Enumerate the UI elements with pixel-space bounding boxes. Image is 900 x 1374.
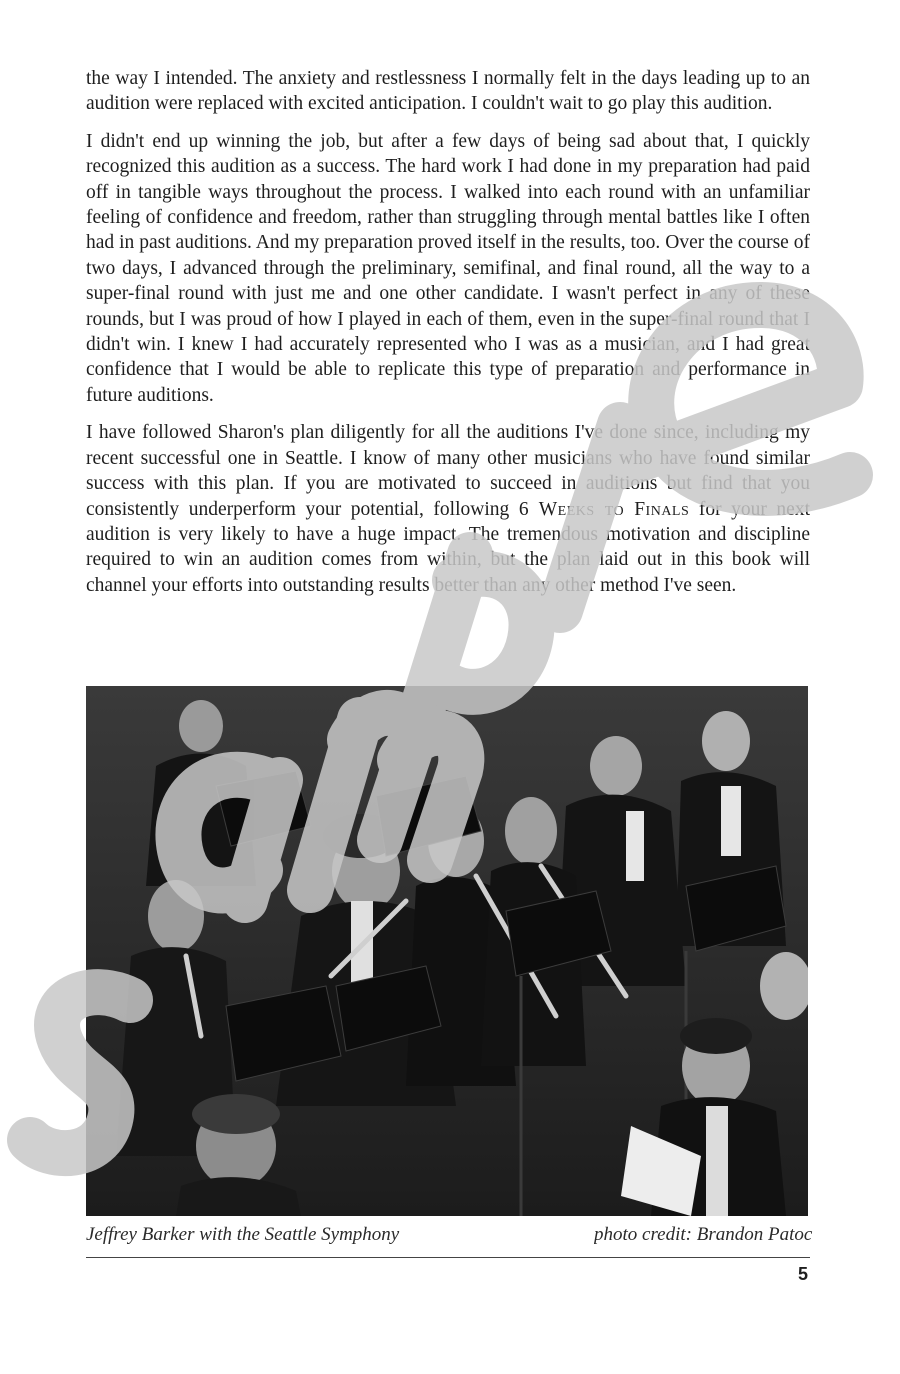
footer-rule <box>86 1257 810 1258</box>
paragraph-1: the way I intended. The anxiety and restlessness I normally felt in the days leading up to an audition were replaced with excited anticipation. I couldn't wait to go play this audition. <box>86 68 810 115</box>
book-title: 6 Weeks to Finals <box>518 498 690 520</box>
paragraph-3 <box>86 420 810 598</box>
paragraph-3-part-1: I have followed Sharon's plan diligently for all the auditions I've done since, including my recent successful one in Seattle. I know of many other musicians who have found similar success with this plan. If you are motivated to succeed in auditions but find that you consistently underperform your potential, following <box>86 422 810 520</box>
page-number: 5 <box>797 1264 808 1284</box>
paragraph-3-part-2: for your next audition is very likely to have a huge impact. The tremendous motivation and discipline required to win an audition comes from within, but the plan laid out in this book will channel your efforts into outstanding results better than any other method I've seen. <box>86 498 811 596</box>
body-text <box>86 66 810 610</box>
paragraph-2: I didn't end up winning the job, but after a few days of being sad about that, I quickly recognized this audition as a success. The hard work I had done in my preparation had paid off in tangible ways throughout the process. I walked into each round with an unfamiliar feeling of confidence and freedom, rather than struggling through mental battles like I often had in past auditions. And my preparation proved itself in the results, too. Over the course of two days, I advanced through the preliminary, semifinal, and final round, all the way to a super-final round with just me and one other candidate. I wasn't perfect in any of these rounds, but I was proud of how I played in each of them, even in the super-final round that I didn't win. I knew I had accurately represented who I was as a musician, and I had great confidence that I would be able to replicate this type of preparation and performance in future auditions. <box>86 130 810 406</box>
photo-caption: Jeffrey Barker with the Seattle Symphony <box>86 1224 400 1245</box>
orchestra-photo <box>86 686 808 1216</box>
photo-credit: photo credit: Brandon Patoc <box>594 1224 813 1245</box>
